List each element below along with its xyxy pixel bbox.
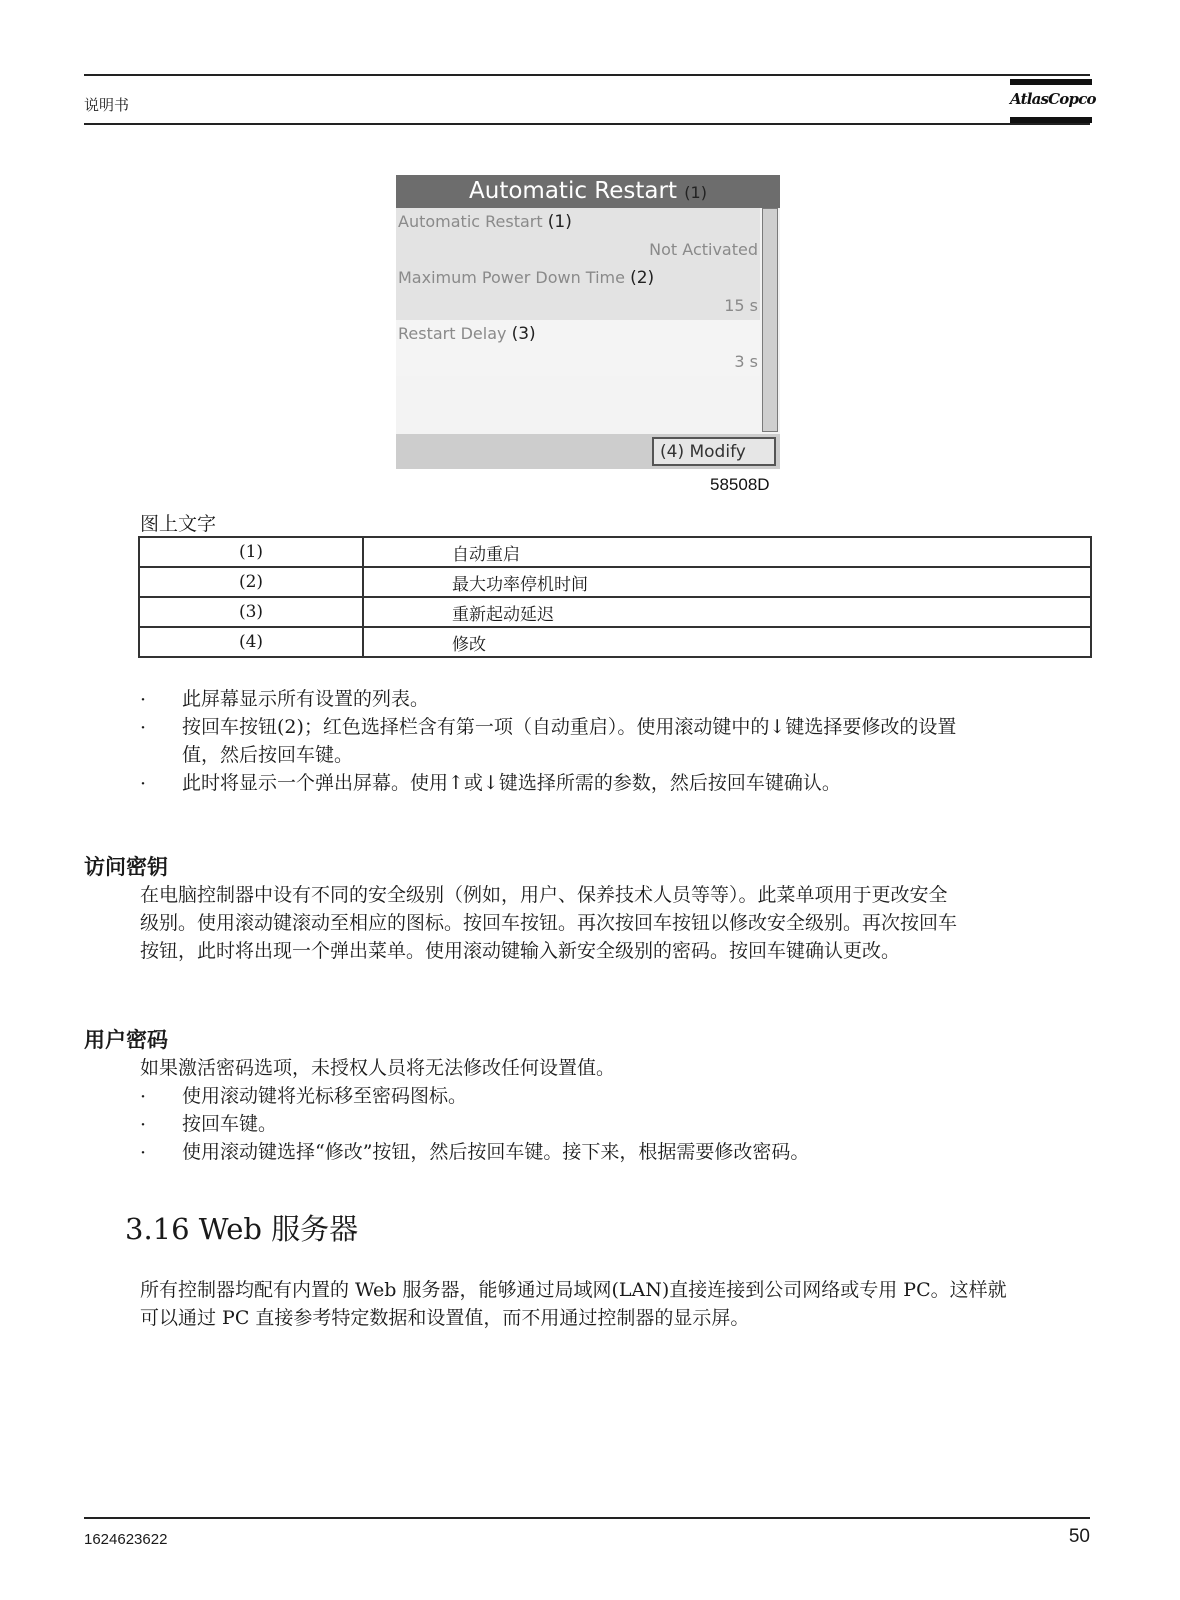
atlas-copco-logo	[1010, 79, 1096, 125]
screen-title: Automatic Restart	[469, 178, 677, 204]
bullet-text: 按回车键。	[182, 1113, 278, 1135]
setting-row-automatic-restart[interactable]	[396, 208, 760, 264]
setting-marker: (3)	[511, 324, 536, 344]
legend-text: 最大功率停机时间	[363, 567, 1091, 597]
legend-key: (3)	[139, 597, 363, 627]
section-heading-user-password: 用户密码	[84, 1028, 168, 1052]
section-heading-access-key: 访问密钥	[84, 855, 168, 879]
legend-text: 重新起动延迟	[363, 597, 1091, 627]
legend-key: (2)	[139, 567, 363, 597]
legend-text: 自动重启	[363, 537, 1091, 567]
table-row	[139, 537, 1091, 567]
legend-text: 修改	[363, 627, 1091, 657]
paragraph-line: 按钮，此时将出现一个弹出菜单。使用滚动键输入新安全级别的密码。按回车键确认更改。	[140, 940, 901, 962]
header-title: 说明书	[84, 96, 130, 114]
legend-key: (4)	[139, 627, 363, 657]
section-heading-web-server: 3.16 Web 服务器	[125, 1212, 359, 1246]
bullet-dot: ·	[140, 773, 147, 795]
setting-value: 15 s	[724, 296, 758, 315]
paragraph-line: 所有控制器均配有内置的 Web 服务器，能够通过局域网(LAN)直接连接到公司网络或专用 PC。这样就	[140, 1279, 1007, 1301]
setting-row-restart-delay[interactable]	[396, 320, 760, 376]
table-row	[139, 567, 1091, 597]
bullet-text-continued: 值，然后按回车键。	[182, 744, 354, 766]
paragraph-line: 在电脑控制器中设有不同的安全级别（例如，用户、保养技术人员等等）。此菜单项用于更改安全	[140, 884, 948, 906]
bullet-dot: ·	[140, 689, 147, 711]
table-row	[139, 597, 1091, 627]
screen-title-bar	[396, 175, 780, 208]
bullet-text: 此时将显示一个弹出屏幕。使用↑或↓键选择所需的参数，然后按回车键确认。	[182, 772, 841, 794]
legend-table	[138, 536, 1092, 658]
table-row	[139, 627, 1091, 657]
page-number: 50	[1068, 1526, 1090, 1547]
setting-value: Not Activated	[649, 240, 758, 259]
header-bottom-rule	[84, 123, 1090, 125]
header-top-rule	[84, 74, 1090, 76]
setting-label: Restart Delay	[398, 324, 507, 343]
screen-footer	[396, 434, 780, 469]
screen-scrollbar[interactable]	[762, 208, 778, 432]
setting-marker: (2)	[630, 268, 655, 288]
paragraph-line: 可以通过 PC 直接参考特定数据和设置值，而不用通过控制器的显示屏。	[140, 1307, 750, 1329]
setting-row-max-power-down-time[interactable]	[396, 264, 760, 320]
paragraph-line: 级别。使用滚动键滚动至相应的图标。按回车按钮。再次按回车按钮以修改安全级别。再次按回车	[140, 912, 958, 934]
bullet-dot: ·	[140, 1142, 147, 1164]
bullet-dot: ·	[140, 1086, 147, 1108]
bullet-dot: ·	[140, 1114, 147, 1136]
bullet-text: 使用滚动键选择“修改”按钮，然后按回车键。接下来，根据需要修改密码。	[182, 1141, 810, 1163]
setting-value: 3 s	[734, 352, 758, 371]
modify-button[interactable]: (4) Modify	[652, 437, 776, 466]
controller-screen	[396, 175, 780, 469]
legend-key: (1)	[139, 537, 363, 567]
legend-title: 图上文字	[140, 513, 217, 535]
figure-code: 58508D	[710, 475, 770, 494]
document-number: 1624623622	[84, 1531, 168, 1548]
setting-label: Maximum Power Down Time	[398, 268, 625, 287]
bullet-text: 使用滚动键将光标移至密码图标。	[182, 1085, 468, 1107]
setting-marker: (1)	[547, 212, 572, 232]
screen-title-marker: (1)	[684, 183, 707, 202]
bullet-text: 按回车按钮(2)；红色选择栏含有第一项（自动重启）。使用滚动键中的↓键选择要修改的设置	[182, 716, 957, 738]
bullet-dot: ·	[140, 717, 147, 739]
logo-text: AtlasCopco	[1010, 90, 1096, 108]
paragraph-line: 如果激活密码选项，未授权人员将无法修改任何设置值。	[140, 1057, 616, 1079]
setting-label: Automatic Restart	[398, 212, 543, 231]
footer-rule	[84, 1517, 1090, 1519]
bullet-text: 此屏幕显示所有设置的列表。	[182, 688, 430, 710]
